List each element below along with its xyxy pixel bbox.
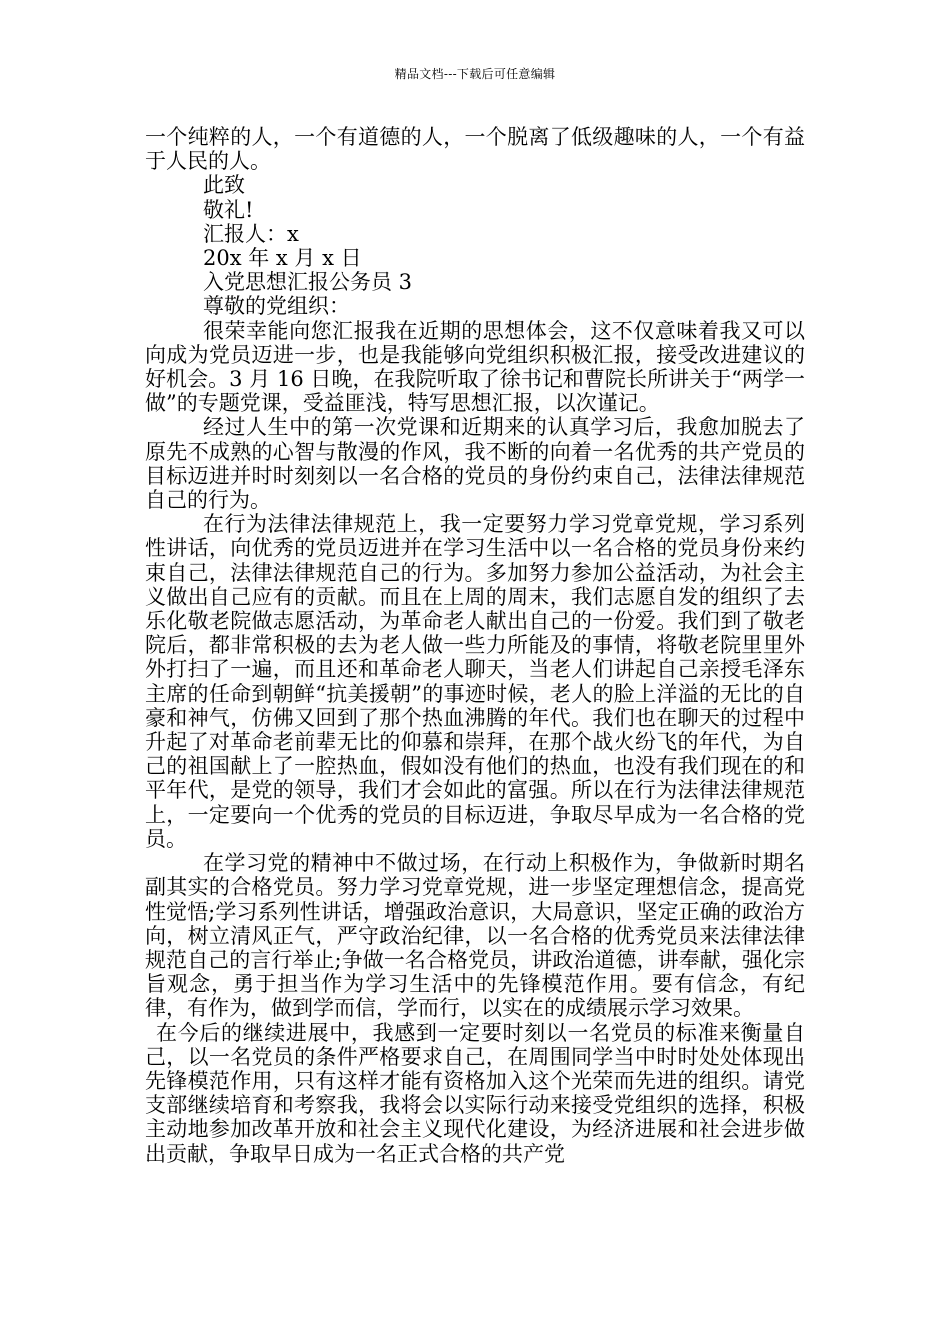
- body-paragraph-5: 在今后的继续进展中，我感到一定要时刻以一名党员的标准来衡量自己，以一名党员的条件严格要求自己，在周围同学当中时时处处体现出先锋模范作用，只有这样才能有资格加入这个光荣而先进的组织。请党支部继续培育和考察我，我将会以实际行动来接受党组织的选择，积极主动地参加改革开放和社会主义现代化建设，为经济进展和社会进步做出贡献，争取早日成为一名正式合格的共产党: [145, 1020, 805, 1166]
- continuation-paragraph: 一个纯粹的人，一个有道德的人，一个脱离了低级趣味的人，一个有益于人民的人。: [145, 125, 805, 174]
- page-header: 精品文档---下载后可任意编辑: [394, 67, 556, 81]
- document-body: [145, 125, 805, 1166]
- salutation-line-1: 此致: [203, 173, 245, 198]
- date-line: 20x 年 x 月 x 日: [203, 246, 362, 271]
- body-paragraph-3: 在行为法律法律规范上，我一定要努力学习党章党规，学习系列性讲话，向优秀的党员迈进并在学习生活中以一名合格的党员身份来约束自己，法律法律规范自己的行为。多加努力参加公益活动，为社会主义做出自己应有的贡献。而且在上周的周末，我们志愿自发的组织了去乐化敬老院做志愿活动，为革命老人献出自己的一份爱。我们到了敬老院后，都非常积极的去为老人做一些力所能及的事情，将敬老院里里外外打扫了一遍，而且还和革命老人聊天，当老人们讲起自己亲授毛泽东主席的任命到朝鲜“抗美援朝”的事迹时候，老人的脸上洋溢的无比的自豪和神气，仿佛又回到了那个热血沸腾的年代。我们也在聊天的过程中升起了对革命老前辈无比的仰慕和崇拜，在那个战火纷飞的年代，为自己的祖国献上了一腔热血，假如没有他们的热血，也没有我们现在的和平年代，是党的领导，我们才会如此的富强。所以在行为法律法律规范上，一定要向一个优秀的党员的目标迈进，争取尽早成为一名合格的党员。: [145, 512, 805, 851]
- reporter-line: 汇报人：x: [203, 221, 299, 246]
- salutation-line-2: 敬礼!: [203, 197, 254, 222]
- greeting-line: 尊敬的党组织：: [203, 294, 350, 319]
- section-title: 入党思想汇报公务员 3: [203, 270, 413, 295]
- body-paragraph-2: 经过人生中的第一次党课和近期来的认真学习后，我愈加脱去了原先不成熟的心智与散漫的作风，我不断的向着一名优秀的共产党员的目标迈进并时时刻刻以一名合格的党员的身份约束自己，法律法律规范自己的行为。: [145, 415, 805, 513]
- body-paragraph-1: 很荣幸能向您汇报我在近期的思想体会，这不仅意味着我又可以向成为党员迈进一步，也是我能够向党组织积极汇报，接受改进建议的好机会。3 月 16 日晚，在我院听取了徐书记和曹院长所讲关于“两学一做”的专题党课，受益匪浅，特写思想汇报，以次谨记。: [145, 318, 805, 416]
- body-paragraph-4: 在学习党的精神中不做过场，在行动上积极作为，争做新时期名副其实的合格党员。努力学习党章党规，进一步坚定理想信念，提高党性觉悟;学习系列性讲话，增强政治意识，大局意识，坚定正确的政治方向，树立清风正气，严守政治纪律，以一名合格的优秀党员来法律法律规范自己的言行举止;争做一名合格党员，讲政治道德，讲奉献，强化宗旨观念，勇于担当作为学习生活中的先锋模范作用。要有信念，有纪律，有作为，做到学而信，学而行，以实在的成绩展示学习效果。: [145, 851, 805, 1021]
